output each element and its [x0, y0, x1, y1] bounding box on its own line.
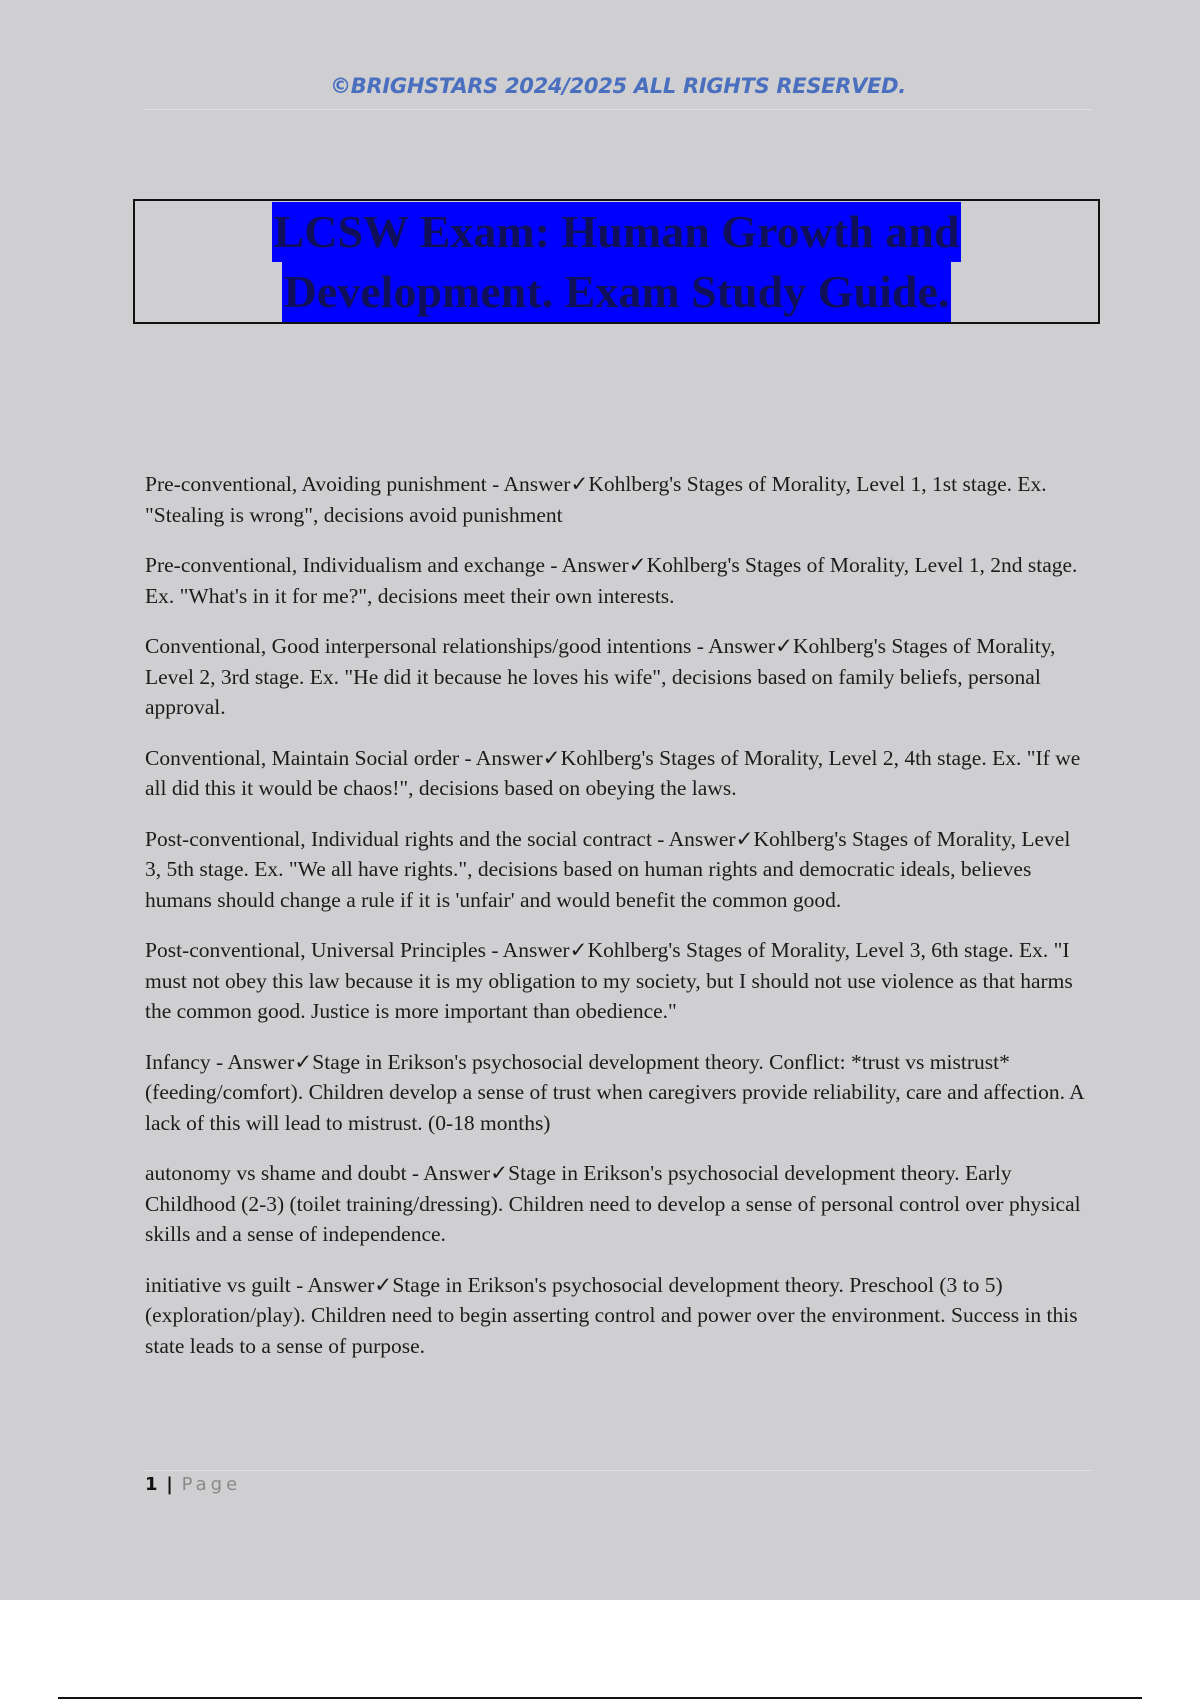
- entry-1: Pre-conventional, Avoiding punishment - Answer✓Kohlberg's Stages of Morality, Level 1, 1st stage. Ex. "Stealing is wrong", decisions avoid punishment: [145, 472, 1047, 527]
- study-guide-entries: [145, 469, 1090, 1381]
- title-line-2: Development. Exam Study Guide.: [282, 262, 952, 322]
- entry-8: autonomy vs shame and doubt - Answer✓Stage in Erikson's psychosocial development theory. Early Childhood (2-3) (toilet training/dressing). Children need to develop a sense of personal control over physical skills and a sense of independence.: [145, 1161, 1081, 1246]
- header-divider: [144, 109, 1092, 110]
- page-footer: [145, 1474, 241, 1495]
- copyright-header: ©BRIGHSTARS 2024/2025 ALL RIGHTS RESERVED.: [330, 74, 906, 98]
- title-line-1: LCSW Exam: Human Growth and: [272, 202, 962, 262]
- title-box: [133, 199, 1100, 324]
- footer-divider: [144, 1470, 1092, 1471]
- entry-2: Pre-conventional, Individualism and exchange - Answer✓Kohlberg's Stages of Morality, Level 1, 2nd stage. Ex. "What's in it for me?", decisions meet their own interests.: [145, 553, 1078, 608]
- entry-7: Infancy - Answer✓Stage in Erikson's psychosocial development theory. Conflict: *trust vs mistrust* (feeding/comfort). Children develop a sense of trust when caregivers provide reliability, care and affection. A lack of this will lead to mistrust. (0-18 months): [145, 1049, 1084, 1135]
- entry-3: Conventional, Good interpersonal relationships/good intentions - Answer✓Kohlberg's Stages of Morality, Level 2, 3rd stage. Ex. "He did it because he loves his wife", decisions based on family beliefs, personal approval.: [145, 634, 1056, 719]
- entry-6: Post-conventional, Universal Principles - Answer✓Kohlberg's Stages of Morality, Level 3, 6th stage. Ex. "I must not obey this law because it is my obligation to my society, but I should not use violence as that harms the common good. Justice is more important than obedience.": [145, 938, 1073, 1023]
- footer-separator: |: [166, 1474, 173, 1495]
- entry-4: Conventional, Maintain Social order - Answer✓Kohlberg's Stages of Morality, Level 2, 4th stage. Ex. "If we all did this it would be chaos!", decisions based on obeying the laws.: [145, 745, 1081, 800]
- page-number: 1: [145, 1474, 158, 1495]
- page-label: Page: [181, 1474, 242, 1495]
- entry-5: Post-conventional, Individual rights and the social contract - Answer✓Kohlberg's Stages of Morality, Level 3, 5th stage. Ex. "We all have rights.", decisions based on human rights and democratic ideals, believes humans should change a rule if it is 'unfair' and would benefit the common good.: [145, 826, 1071, 912]
- entry-9: initiative vs guilt - Answer✓Stage in Erikson's psychosocial development theory. Preschool (3 to 5) (exploration/play). Children need to begin asserting control and power over the environment. Success in this state leads to a sense of purpose.: [145, 1272, 1078, 1358]
- next-page-top-rule: [58, 1697, 1142, 1699]
